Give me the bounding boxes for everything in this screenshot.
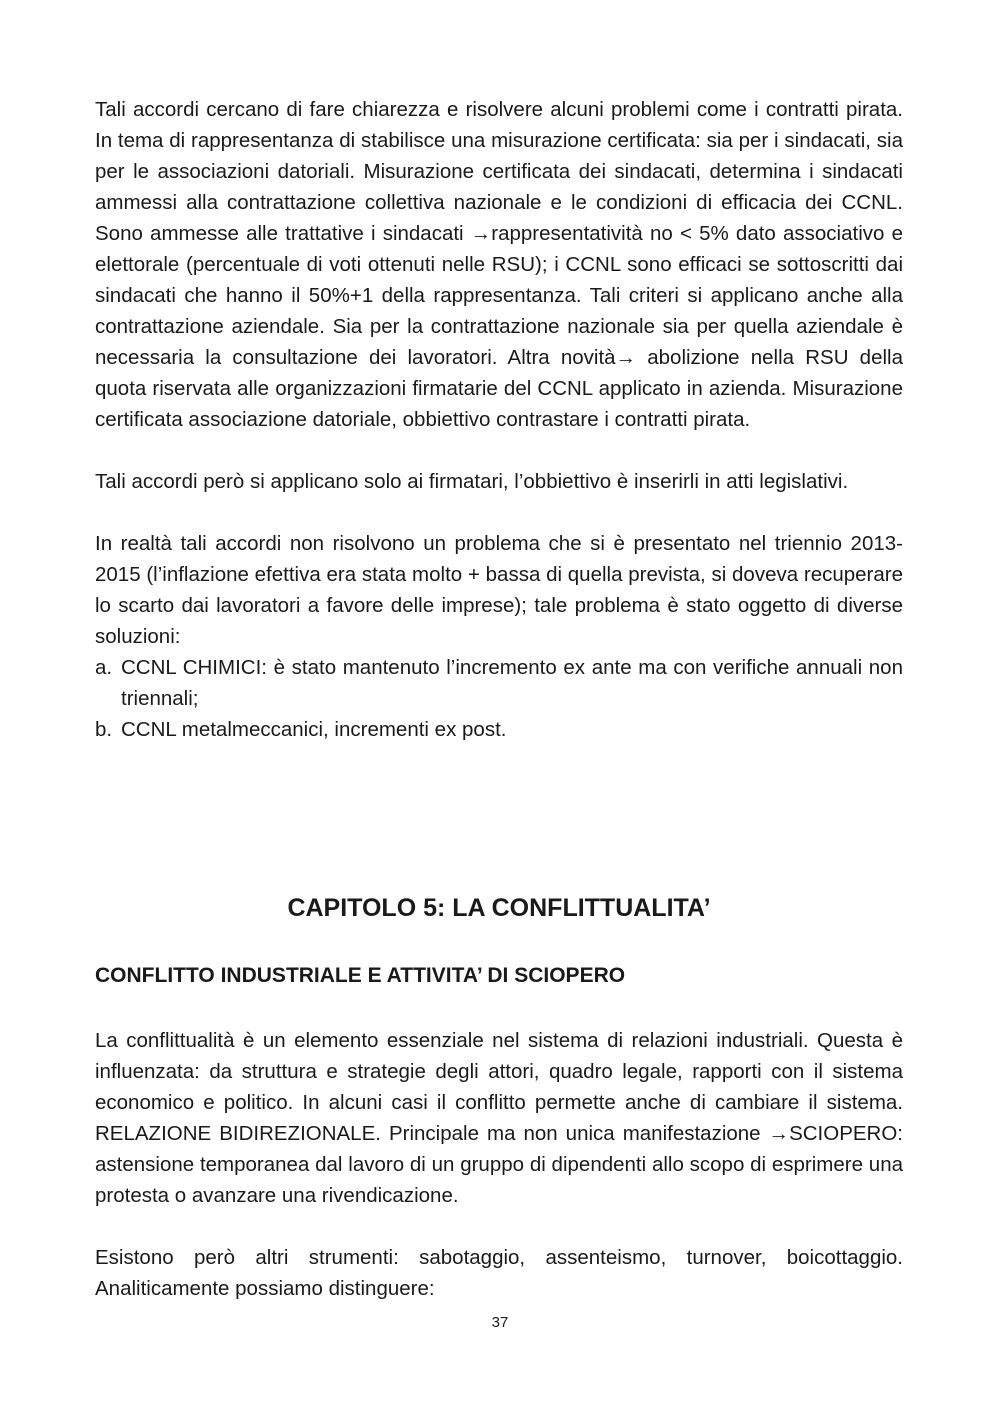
paragraph-firmatari: Tali accordi però si applicano solo ai firmatari, l’obbiettivo è inserirli in atti legislativi. (95, 470, 849, 493)
paragraph-inflazione: In realtà tali accordi non risolvono un problema che si è presentato nel triennio 2013-2015 (l’inflazione efettiva era stata molto + bassa di quella prevista, si doveva recuperare lo scarto dai lavoratori a favore delle imprese); tale problema è stato oggetto di diverse soluzioni: (95, 532, 903, 648)
page-body-bottom (95, 1025, 903, 1304)
chapter-title: CAPITOLO 5: LA CONFLITTUALITA’ (287, 894, 711, 922)
list-marker: a. (95, 656, 113, 679)
solutions-list (95, 652, 903, 745)
paragraph-strumenti: Esistono però altri strumenti: sabotaggio, assenteismo, turnover, boicottaggio. Analiticamente possiamo distinguere: (95, 1246, 903, 1300)
paragraph-accordi: Tali accordi cercano di fare chiarezza e risolvere alcuni problemi come i contratti pirata. In tema di rappresentanza di stabilisce una misurazione certificata: sia per i sindacati, sia per le associazioni datoriali. Misurazione certificata dei sindacati, determina i sindacati ammessi alla contrattazione collettiva nazionale e le condizioni di efficacia dei CCNL. Sono ammesse alle trattative i sindacati →rappresentatività no < 5% dato associativo e elettorale (percentuale di voti ottenuti nelle RSU); i CCNL sono efficaci se sottoscritti dai sindacati che hanno il 50%+1 della rappresentanza. Tali criteri si applicano anche alla contrattazione aziendale. Sia per la contrattazione nazionale sia per quella aziendale è necessaria la consultazione dei lavoratori. Altra novità→ abolizione nella RSU della quota riservata alle organizzazioni firmatarie del CCNL applicato in azienda. Misurazione certificata associazione datoriale, obbiettivo contrastare i contratti pirata. (95, 98, 903, 431)
paragraph-conflittualita: La conflittualità è un elemento essenziale nel sistema di relazioni industriali. Questa è influenzata: da struttura e strategie degli attori, quadro legale, rapporti con il sistema economico e politico. In alcuni casi il conflitto permette anche di cambiare il sistema. RELAZIONE BIDIREZIONALE. Principale ma non unica manifestazione →SCIOPERO: astensione temporanea dal lavoro di un gruppo di dipendenti allo scopo di esprimere una protesta o avanzare una rivendicazione. (95, 1029, 903, 1207)
list-item-text: CCNL metalmeccanici, incrementi ex post. (121, 718, 507, 741)
list-item (95, 652, 903, 714)
list-item (95, 714, 903, 745)
list-marker: b. (95, 718, 113, 741)
page-body-top (95, 94, 903, 745)
page-number: 37 (491, 1314, 509, 1331)
section-title: CONFLITTO INDUSTRIALE E ATTIVITA’ DI SCIOPERO (95, 964, 626, 987)
list-item-text: CCNL CHIMICI: è stato mantenuto l’incremento ex ante ma con verifiche annuali non triennali; (121, 656, 903, 710)
